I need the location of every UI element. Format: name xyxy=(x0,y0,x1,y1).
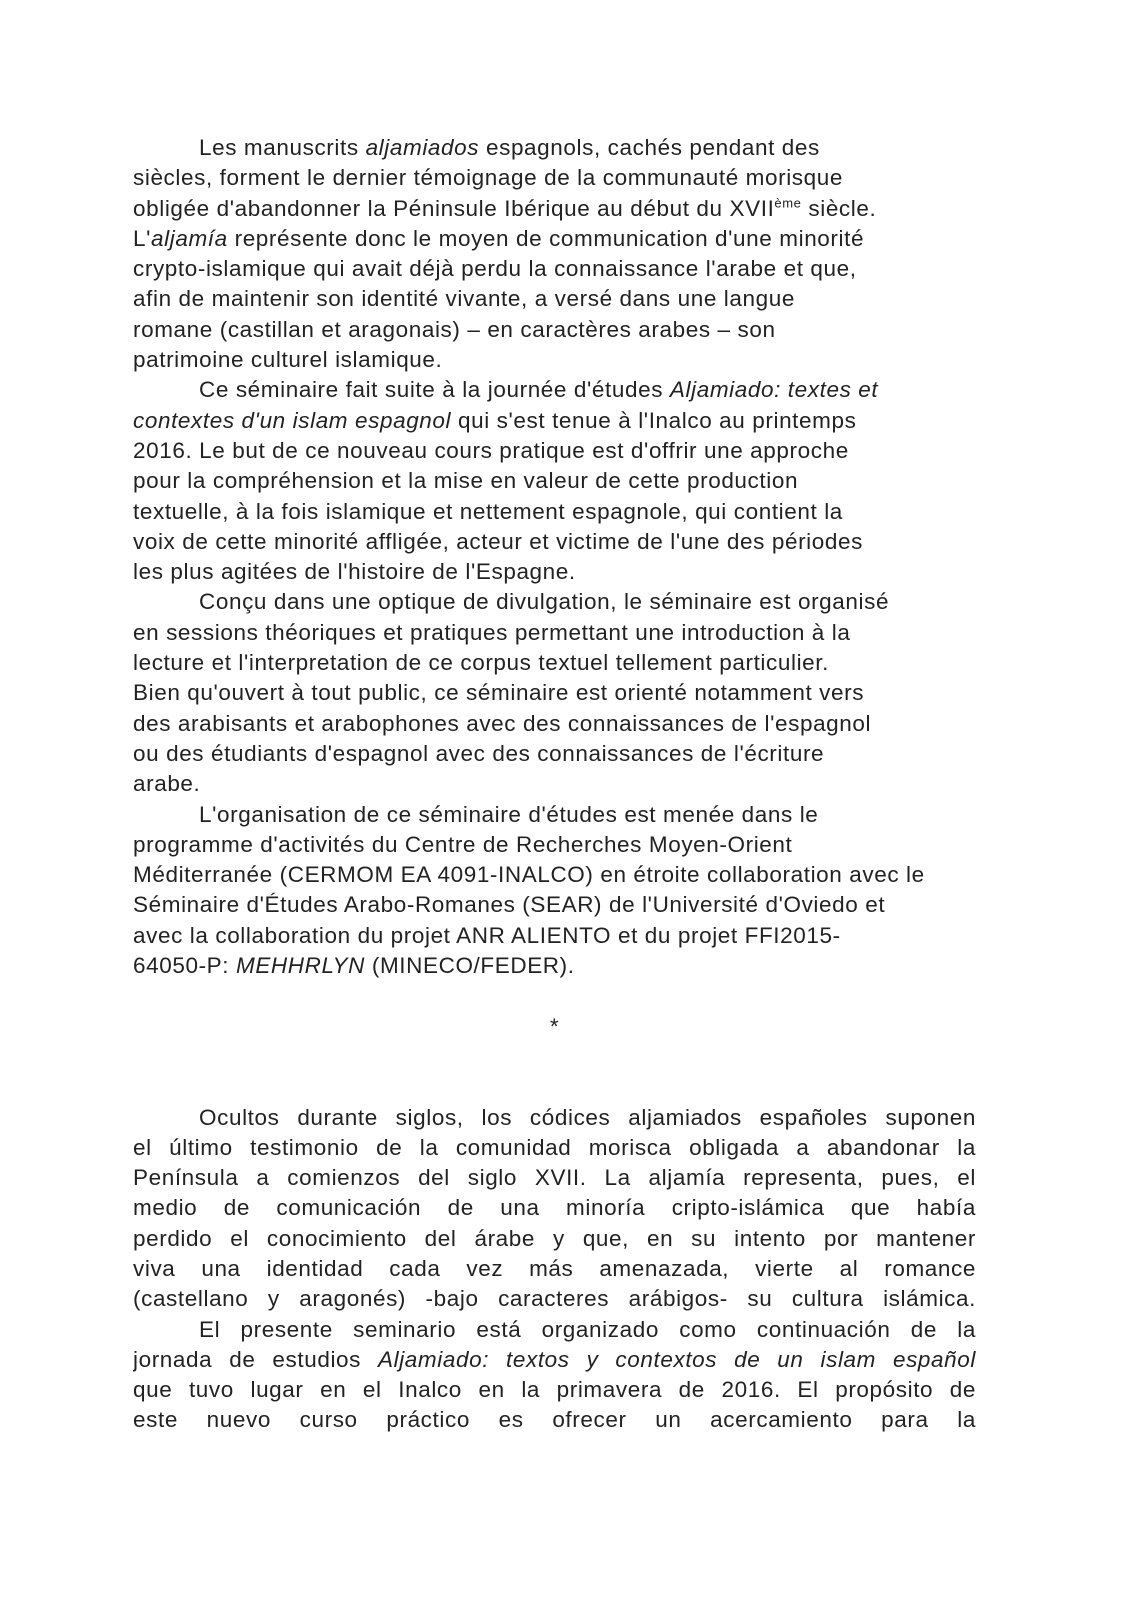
text-segment: siècles, forment le dernier témoignage de la communauté morisque xyxy=(133,165,843,191)
text-line xyxy=(133,921,976,951)
text-line xyxy=(133,527,976,557)
text-line xyxy=(133,739,976,769)
text-line xyxy=(133,436,976,466)
italic-text: aljamía xyxy=(151,225,228,251)
italic-text: aljamiados xyxy=(365,135,480,160)
text-segment: El presente seminario está organizado como continuación de la xyxy=(199,1316,976,1342)
text-segment: textuelle, à la fois islamique et nettement espagnole, qui contient la xyxy=(133,498,843,524)
text-line xyxy=(133,860,976,890)
text-segment: afin de maintenir son identité vivante, a versé dans une langue xyxy=(133,286,795,312)
text-line xyxy=(133,1375,976,1405)
text-line xyxy=(133,1224,976,1254)
text-segment: siècle. xyxy=(801,195,877,221)
text-segment: arabe. xyxy=(133,771,201,797)
text-segment: Conçu dans une optique de divulgation, le séminaire est organisé xyxy=(199,589,890,615)
text-line xyxy=(133,951,976,981)
italic-text: Aljamiado: textes et xyxy=(669,377,879,403)
text-line xyxy=(133,466,976,496)
text-segment: crypto-islamique qui avait déjà perdu la connaissance l'arabe et que, xyxy=(133,256,857,282)
text-segment: programme d'activités du Centre de Recherches Moyen-Orient xyxy=(133,831,793,857)
text-line xyxy=(133,315,976,345)
text-line xyxy=(133,1284,976,1314)
text-segment: jornada de estudios xyxy=(133,1346,378,1372)
text-line xyxy=(133,1345,976,1375)
text-segment: (MINECO/FEDER). xyxy=(365,953,575,979)
text-line xyxy=(133,345,976,375)
text-line xyxy=(133,587,976,617)
text-line xyxy=(133,1103,976,1133)
text-line xyxy=(133,1163,976,1193)
text-segment: espagnols, cachés pendant des xyxy=(479,135,820,160)
text-segment: voix de cette minorité affligée, acteur et victime de l'une des périodes xyxy=(133,528,863,554)
text-segment: romane (castillan et aragonais) – en caractères arabes – son xyxy=(133,316,776,342)
text-segment: Ce séminaire fait suite à la journée d'études xyxy=(199,377,670,403)
text-segment: este nuevo curso práctico es ofrecer un acercamiento para la xyxy=(133,1407,976,1433)
text-line xyxy=(133,163,976,193)
text-line xyxy=(133,1193,976,1223)
text-segment: perdido el conocimiento del árabe y que, en su intento por mantener xyxy=(133,1225,976,1251)
text-line xyxy=(133,133,976,163)
text-line xyxy=(133,375,976,405)
text-segment: * xyxy=(549,1013,560,1039)
text-segment: (castellano y aragonés) -bajo caracteres arábigos- su cultura islámica. xyxy=(133,1286,976,1312)
text-segment: ou des étudiants d'espagnol avec des connaissances de l'écriture xyxy=(133,740,825,766)
text-line xyxy=(133,1254,976,1284)
text-segment: Bien qu'ouvert à tout public, ce séminaire est orienté notamment vers xyxy=(133,680,865,706)
text-segment: obligée d'abandonner la Péninsule Ibérique au début du XVII xyxy=(133,195,775,221)
text-segment: viva una identidad cada vez más amenazada, vierte al romance xyxy=(133,1255,976,1281)
text-line xyxy=(133,830,976,860)
text-segment: 64050-P: xyxy=(133,953,236,979)
text-segment: avec la collaboration du projet ANR ALIENTO et du projet FFI2015- xyxy=(133,922,841,948)
text-line xyxy=(133,497,976,527)
text-line xyxy=(133,1133,976,1163)
text-segment: medio de comunicación de una minoría cripto-islámica que había xyxy=(133,1195,976,1221)
text-line xyxy=(133,557,976,587)
text-line xyxy=(133,981,976,1011)
text-segment: en sessions théoriques et pratiques permettant une introduction à la xyxy=(133,619,851,645)
text-line xyxy=(133,254,976,284)
text-segment: Península a comienzos del siglo XVII. La aljamía representa, pues, el xyxy=(133,1165,976,1191)
italic-text: contextes d'un islam espagnol xyxy=(133,407,452,433)
italic-text: Aljamiado: textos y contextos de un islam español xyxy=(378,1346,976,1372)
text-line xyxy=(133,800,976,830)
text-segment: pour la compréhension et la mise en valeur de cette production xyxy=(133,468,799,494)
text-segment: 2016. Le but de ce nouveau cours pratique est d'offrir une approche xyxy=(133,437,849,463)
text-segment: qui s'est tenue à l'Inalco au printemps xyxy=(451,407,857,433)
italic-text: MEHHRLYN xyxy=(235,953,365,979)
text-segment: Séminaire d'Études Arabo-Romanes (SEAR) de l'Université d'Oviedo et xyxy=(133,892,886,918)
text-segment: les plus agitées de l'histoire de l'Espagne. xyxy=(133,559,576,585)
text-segment: Ocultos durante siglos, los códices aljamiados españoles suponen xyxy=(199,1104,976,1130)
text-segment: L'organisation de ce séminaire d'études est menée dans le xyxy=(199,801,819,827)
text-segment: que tuvo lugar en el Inalco en la primavera de 2016. El propósito de xyxy=(133,1377,976,1403)
section-separator xyxy=(133,1012,976,1042)
superscript: ème xyxy=(774,195,802,211)
text-line xyxy=(133,1072,976,1102)
text-line xyxy=(133,769,976,799)
text-line xyxy=(133,1042,976,1072)
text-line xyxy=(133,406,976,436)
document-page xyxy=(133,133,976,1436)
text-segment: patrimoine culturel islamique. xyxy=(133,347,443,373)
text-line xyxy=(133,284,976,314)
text-line xyxy=(133,224,976,254)
text-segment: Méditerranée (CERMOM EA 4091-INALCO) en étroite collaboration avec le xyxy=(133,862,925,888)
text-segment: L' xyxy=(133,225,152,251)
text-line xyxy=(133,618,976,648)
text-line xyxy=(133,194,976,224)
text-segment: des arabisants et arabophones avec des connaissances de l'espagnol xyxy=(133,710,872,736)
text-segment: el último testimonio de la comunidad morisca obligada a abandonar la xyxy=(133,1134,976,1160)
text-line xyxy=(133,890,976,920)
text-segment: lecture et l'interpretation de ce corpus textuel tellement particulier. xyxy=(133,650,829,676)
text-line xyxy=(133,1405,976,1435)
text-line xyxy=(133,678,976,708)
text-line xyxy=(133,648,976,678)
text-line xyxy=(133,1315,976,1345)
text-segment: représente donc le moyen de communication d'une minorité xyxy=(227,225,865,251)
text-line xyxy=(133,709,976,739)
text-segment: Les manuscrits xyxy=(199,135,366,160)
